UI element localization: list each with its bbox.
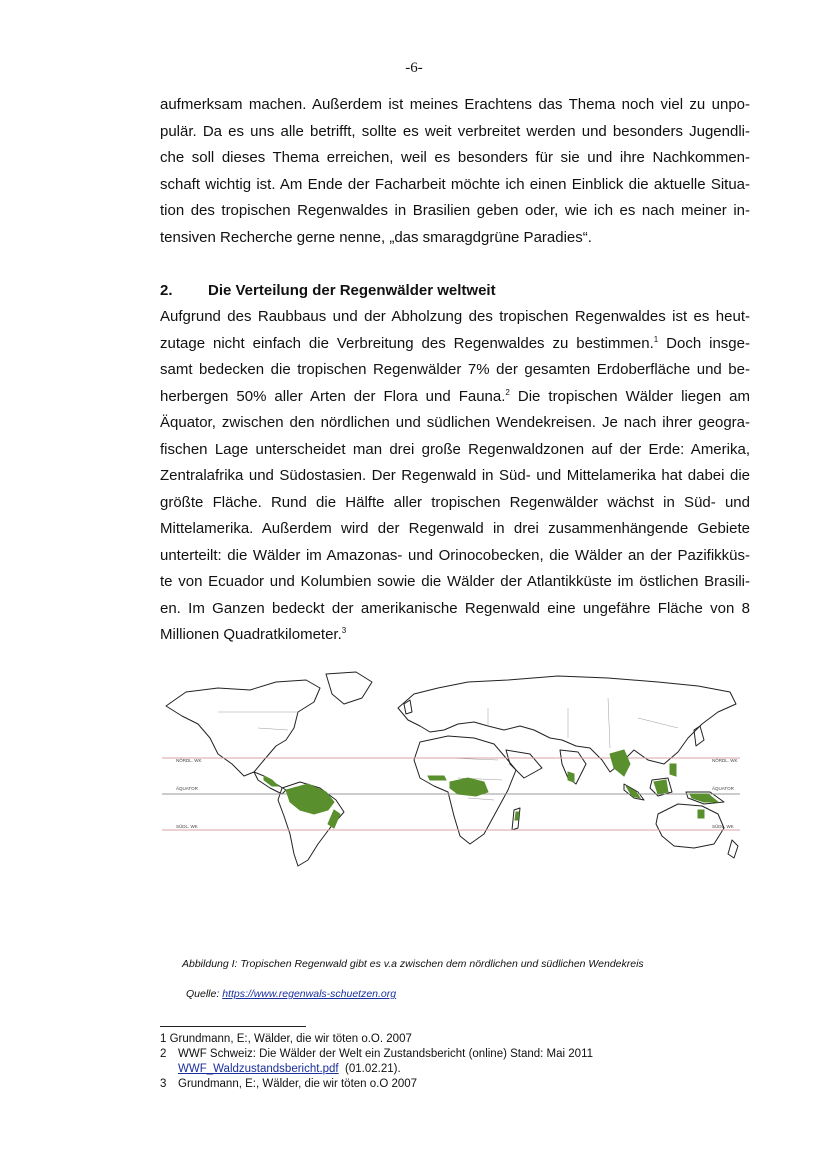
footnote-text: Grundmann, E:, Wälder, die wir töten o.O 2007 (178, 1078, 418, 1090)
world-map-svg (158, 668, 742, 868)
paragraph-line: pulär. Da es uns alle betrifft, sollte es weit verbreitet werden und besonders Jugendli- (160, 122, 750, 140)
line-text: Die tropischen Wälder liegen am (509, 387, 751, 405)
footnote-1: 1 Grundmann, E:, Wälder, die wir töten o.O. 2007 (160, 1033, 412, 1045)
paragraph-line: Äquator, zwischen den nördlichen und südlichen Wendekreisen. Je nach ihrer geogra- (160, 414, 750, 431)
page-number: -6- (405, 60, 423, 76)
paragraph-line: tensiven Recherche gerne nenne, „das smaragdgrüne Paradies“. (160, 228, 592, 246)
paragraph-line: schaft wichtig ist. Am Ende der Facharbeit möchte ich einen Einblick die aktuelle Situa- (160, 175, 750, 193)
line-text: Millionen Quadratkilometer. (160, 626, 342, 643)
figure-source (186, 988, 396, 1000)
paragraph-line: te von Ecuador und Kolumbien sowie die Wälder der Atlantikküste im östlichen Brasili- (160, 573, 750, 590)
forest-india (568, 772, 574, 782)
footnotes (160, 1032, 593, 1092)
section-title: Die Verteilung der Regenwälder weltweit (208, 282, 496, 299)
forest-borneo (654, 780, 668, 794)
footnote-date: (01.02.21). (338, 1063, 401, 1075)
label-equator-right: ÄQUATOR (712, 786, 734, 791)
section-number: 2. (160, 282, 173, 299)
paragraph-line: Mittelamerika. Außerdem wird der Regenwald in drei zusammenhängende Gebiete (160, 520, 750, 537)
forest-atlantic-brazil (328, 810, 340, 828)
paragraph-line: en. Im Ganzen bedeckt der amerikanische Regenwald eine ungefähre Fläche von 8 (160, 599, 750, 617)
footnote-label: 2 (160, 1048, 167, 1060)
paragraph-line: che soll dieses Thema erreichen, weil es besonders für sie und ihre Nachkommen- (160, 149, 750, 166)
line-text: herbergen 50% aller Arten der Flora und Fauna. (160, 387, 506, 405)
line-text: zutage nicht einfach die Verbreitung des Regenwaldes zu bestimmen. (160, 334, 654, 352)
paragraph-line: tion des tropischen Regenwaldes in Brasilien geben oder, wie ich es nach meiner in- (160, 202, 750, 219)
label-equator-left: ÄQUATOR (176, 786, 198, 791)
forest-madagascar (515, 812, 519, 820)
footnote-ref: 1 (653, 334, 659, 344)
forest-philippines (670, 764, 676, 776)
border-lines (218, 698, 678, 800)
footnote-3 (160, 1077, 593, 1092)
figure-caption: Abbildung I: Tropischen Regenwald gibt es v.a zwischen dem nördlichen und südlichen Wendekreis (182, 958, 644, 970)
footnote-ref: 2 (505, 387, 510, 397)
footnote-label: 3 (160, 1078, 167, 1090)
label-north-tropic-right: NÖRDL. WK (712, 758, 738, 763)
rainforest-world-map (158, 668, 742, 868)
paragraph-line (160, 331, 750, 358)
island-japan (694, 726, 704, 746)
line-text: Doch insge- (658, 334, 750, 352)
label-south-tropic-left: SÜDL. WK (176, 824, 198, 829)
island-new-zealand (728, 840, 738, 858)
continent-greenland (326, 672, 372, 704)
intro-paragraph (160, 92, 750, 251)
paragraph-line (160, 622, 750, 649)
label-north-tropic-left: NÖRDL. WK (176, 758, 202, 763)
paragraph-line: aufmerksam machen. Außerdem ist meines Erachtens das Thema noch viel zu unpo- (160, 96, 750, 113)
paragraph-line: Aufgrund des Raubbaus und der Abholzung des tropischen Regenwaldes ist es heut- (160, 308, 750, 325)
paragraph-line: samt bedecken die tropischen Regenwälder 7% der gesamten Erdoberfläche und be- (160, 361, 750, 378)
paragraph-line (160, 384, 750, 411)
body-paragraph (160, 304, 750, 649)
forest-central-america (264, 776, 278, 786)
source-label: Quelle: (186, 988, 223, 1000)
paragraph-line: fischen Lage unterscheidet man drei große Regenwaldzonen auf der Erde: Amerika, (160, 440, 750, 458)
forest-amazon (286, 784, 334, 814)
paragraph-line: unterteilt: die Wälder im Amazonas- und Orinocobecken, die Wälder an der Pazifikküs- (160, 546, 750, 564)
footnote-link[interactable]: WWF_Waldzustandsbericht.pdf (178, 1063, 339, 1075)
forest-australia (698, 810, 704, 818)
forest-central-africa (450, 778, 488, 796)
footnote-2-continued (160, 1062, 593, 1077)
forest-west-africa (428, 776, 446, 780)
footnote-2 (160, 1047, 593, 1062)
footnote-text: WWF Schweiz: Die Wälder der Welt ein Zustandsbericht (online) Stand: Mai 2011 (178, 1048, 594, 1060)
source-link[interactable]: https://www.regenwals-schuetzen.org (222, 988, 397, 1000)
paragraph-line: Zentralafrika und Südostasien. Der Regenwald in Süd- und Mittelamerika hat dabei die (160, 467, 750, 484)
label-south-tropic-right: SÜDL. WK (712, 824, 734, 829)
footnote-ref: 3 (341, 626, 347, 635)
section-heading (160, 282, 496, 299)
paragraph-line: größte Fläche. Rund die Hälfte aller tropischen Regenwälder wächst in Süd- und (160, 493, 750, 511)
footnote-separator (160, 1026, 306, 1027)
forest-indochina (610, 750, 630, 776)
